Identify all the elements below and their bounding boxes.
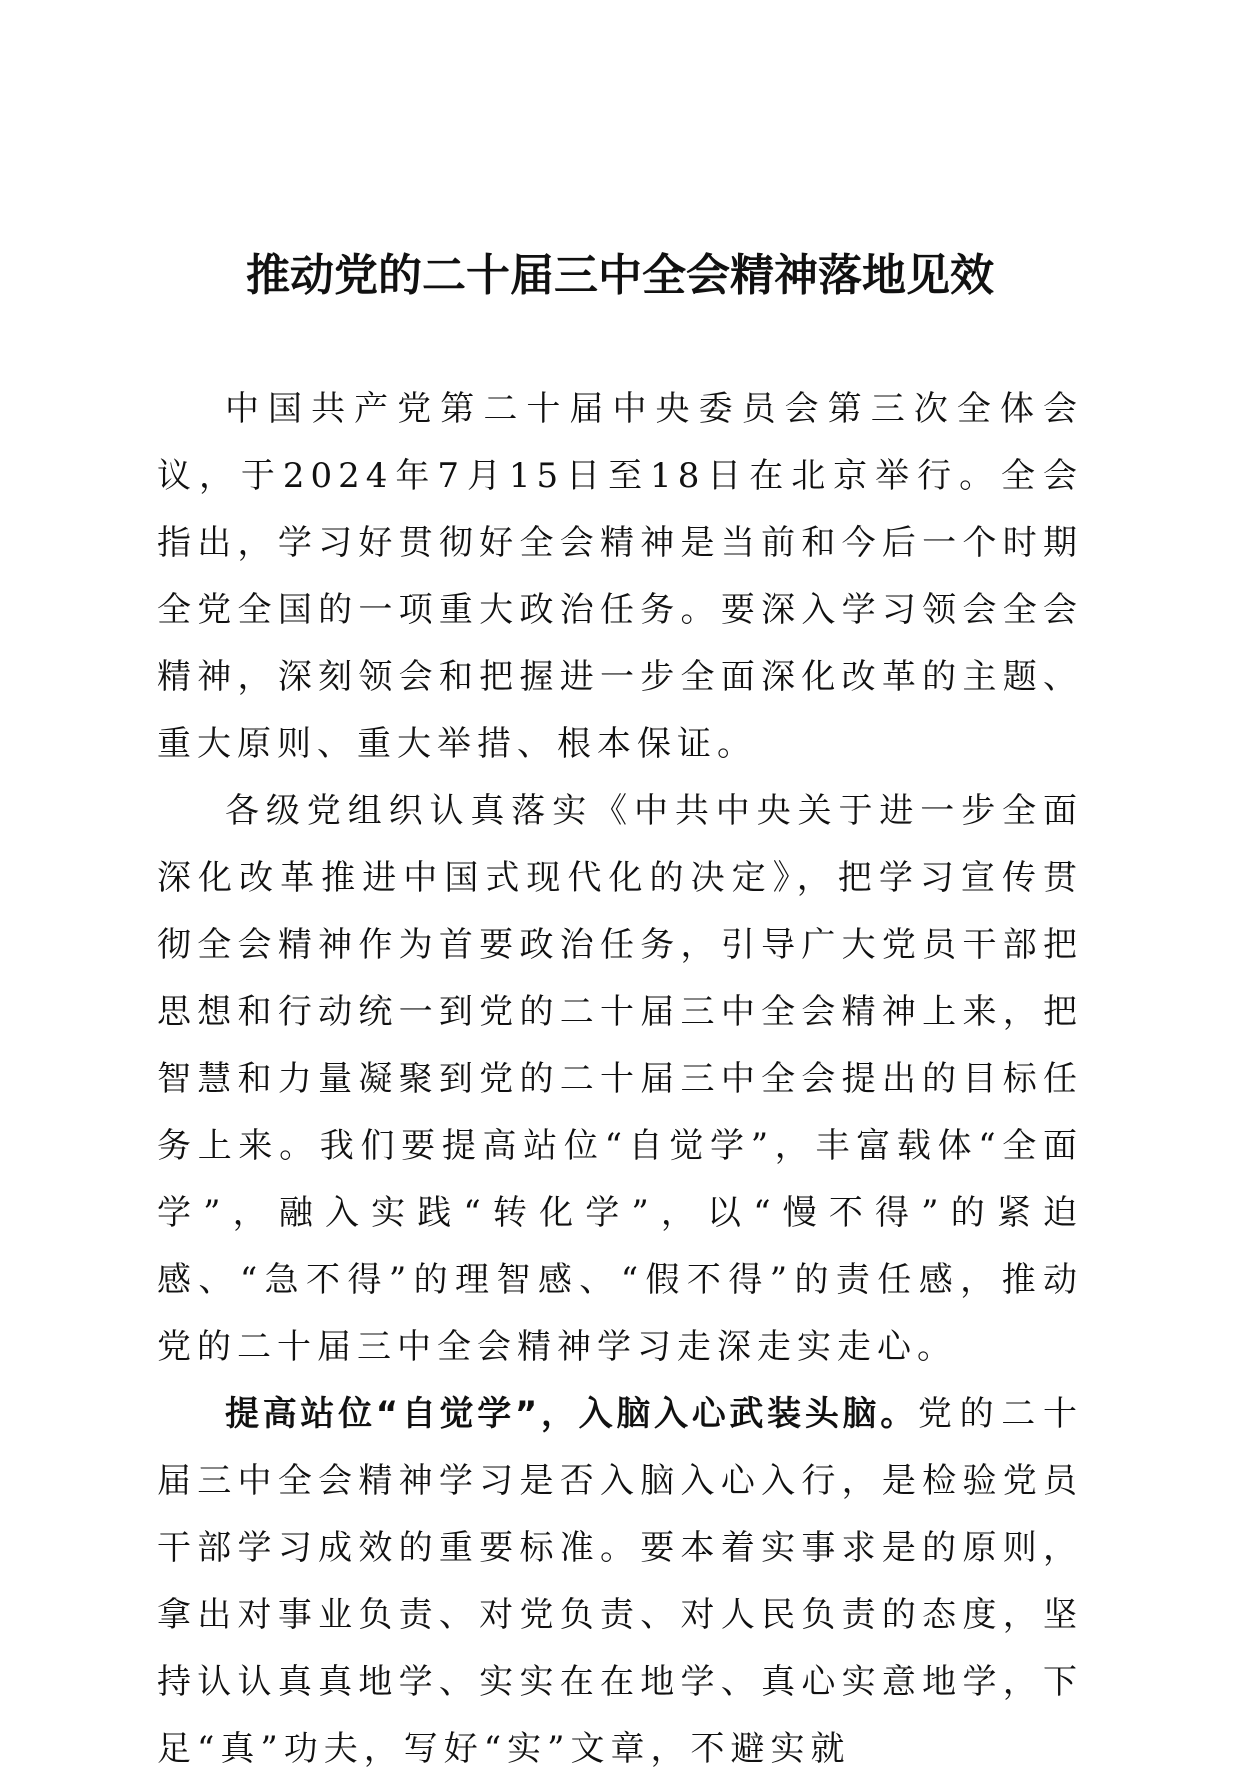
- paragraph-2-text: 各级党组织认真落实《中共中央关于进一步全面深化改革推进中国式现代化的决定》，把学习宣传贯彻全会精神作为首要政治任务，引导广大党员干部把思想和行动统一到党的二十届三中全会精神上来，把智慧和力量凝聚到党的二十届三中全会提出的目标任务上来。我们要提高站位“自觉学”，丰富载体“全面学”，融入实践“转化学”，以“慢不得”的紧迫感、“急不得”的理智感、“假不得”的责任感，推动党的二十届三中全会精神学习走深走实走心。: [157, 791, 1083, 1367]
- document-title: 推动党的二十届三中全会精神落地见效: [246, 250, 994, 301]
- paragraph-1-text: 中国共产党第二十届中央委员会第三次全体会议，于2024年7月15日至18日在北京举行。全会指出，学习好贯彻好全会精神是当前和今后一个时期全党全国的一项重大政治任务。要深入学习领会全会精神，深刻领会和把握进一步全面深化改革的主题、重大原则、重大举措、根本保证。: [157, 389, 1083, 764]
- paragraph-3-text: 党的二十届三中全会精神学习是否入脑入心入行，是检验党员干部学习成效的重要标准。要本着实事求是的原则，拿出对事业负责、对党负责、对人民负责的态度，坚持认认真真地学、实实在在地学、真心实意地学，下足“真”功夫，写好“实”文章，不避实就: [157, 1394, 1083, 1769]
- paragraph-3-lead: 提高站位“自觉学”，入脑入心武装头脑。: [225, 1394, 918, 1434]
- document-body: [157, 376, 1083, 1783]
- paragraph-3: [157, 1381, 1083, 1783]
- paragraph-2: [157, 778, 1083, 1381]
- paragraph-1: [157, 376, 1083, 778]
